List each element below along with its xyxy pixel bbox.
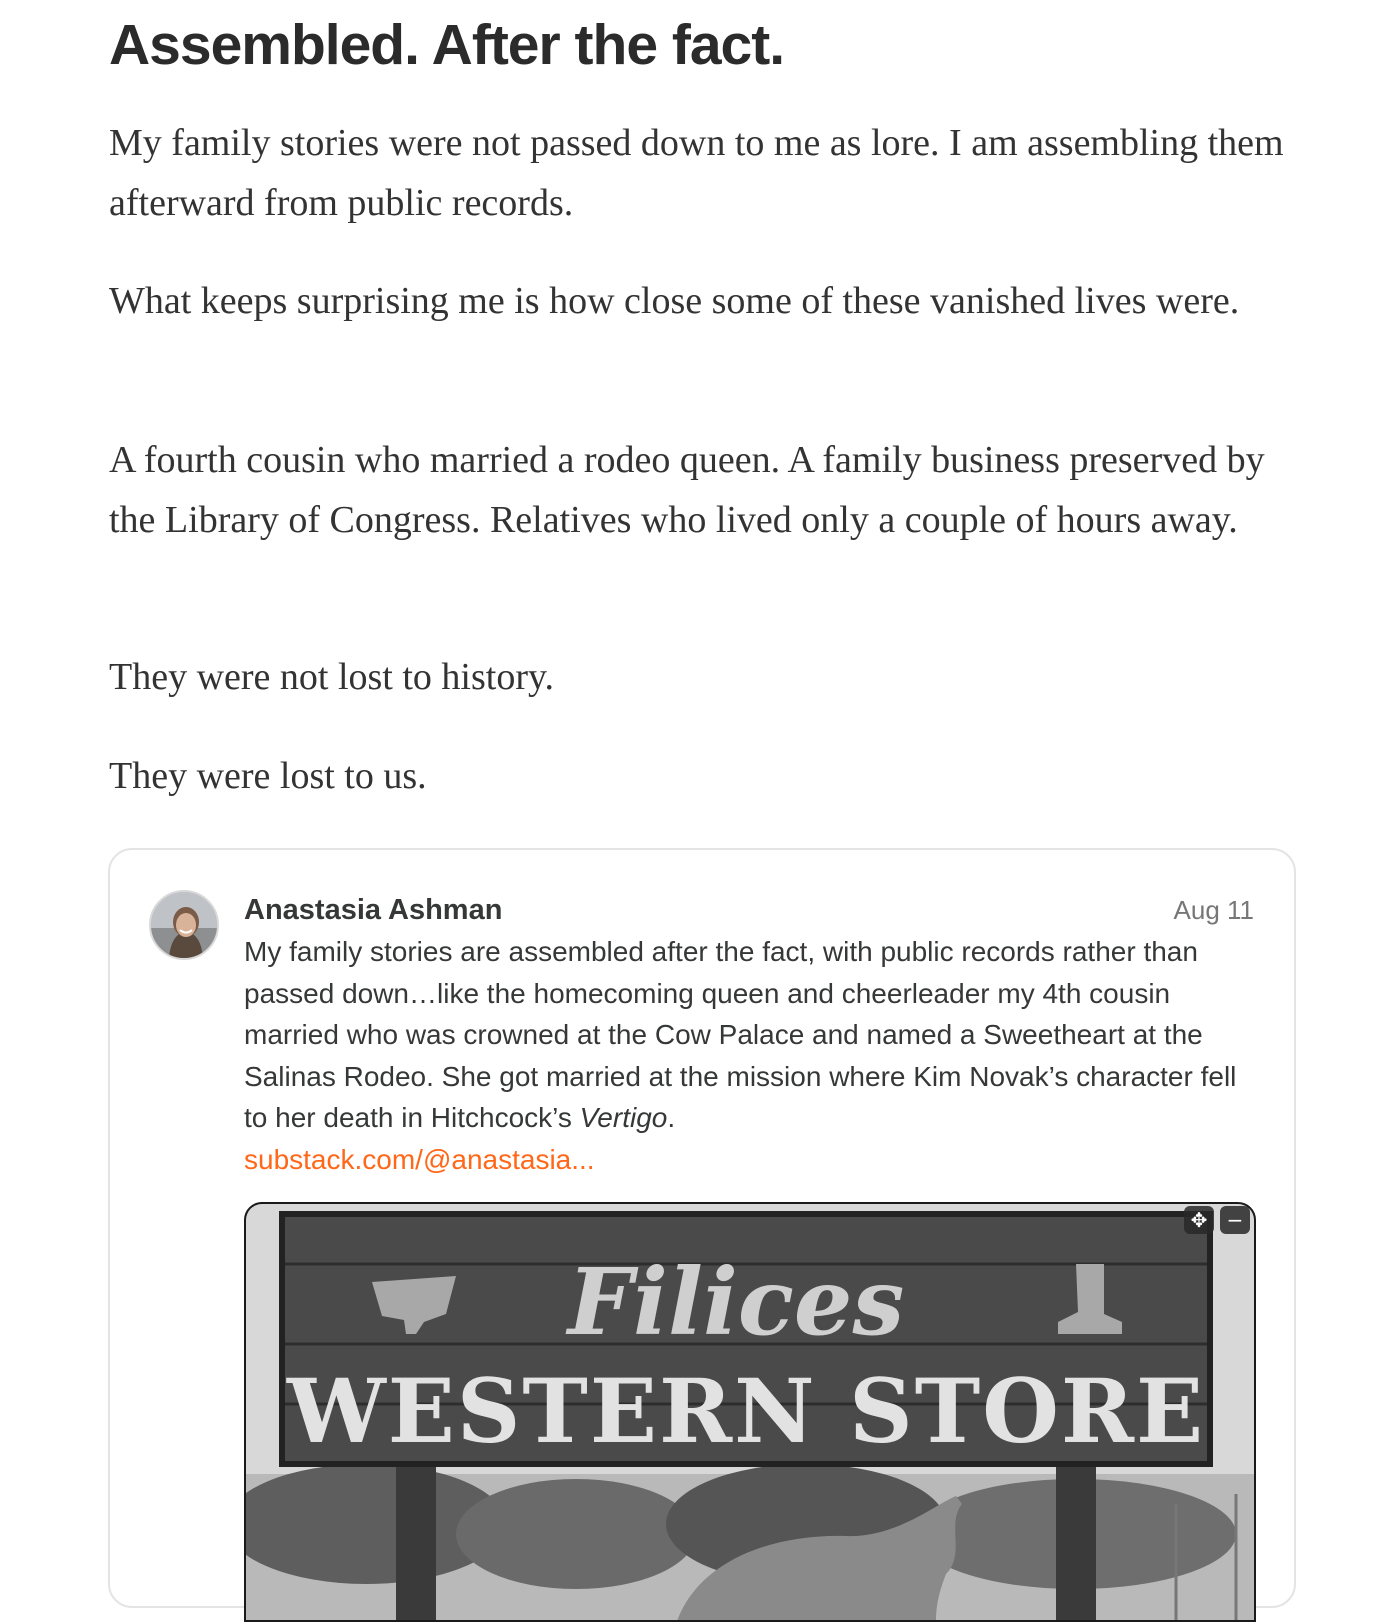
note-body: [244, 931, 1254, 1180]
note-body-italic: Vertigo: [579, 1102, 668, 1133]
minimize-icon[interactable]: −: [1220, 1206, 1250, 1234]
note-body-text: My family stories are assembled after the fact, with public records rather than passed down…like the homecoming queen and cheerleader my 4th cousin married who was crowned at the Cow Palace and named a Sweetheart at the Salinas Rodeo. She got married at the mission where Kim Novak’s character fell to her death in Hitchcock’s: [244, 936, 1237, 1133]
article-paragraph: They were not lost to history.: [109, 656, 555, 698]
note-date[interactable]: Aug 11: [1173, 895, 1254, 925]
sign-store-text: WESTERN STORE: [286, 1359, 1206, 1463]
article-paragraph: They were lost to us.: [109, 755, 427, 797]
note-body-text-end: .: [667, 1102, 676, 1133]
article-paragraph: What keeps surprising me is how close some of these vanished lives were.: [109, 280, 1240, 322]
article-paragraph: A fourth cousin who married a rodeo queen. A family business preserved by the Library of Congress. Relatives who lived only a couple of hours away.: [109, 439, 1265, 541]
western-store-sign-photo: [246, 1204, 1254, 1622]
author-avatar[interactable]: [149, 890, 219, 960]
embedded-note-card[interactable]: [108, 848, 1296, 1608]
article-paragraph: My family stories were not passed down to me as lore. I am assembling them afterward from public records.: [109, 122, 1284, 224]
avatar-portrait-icon: [151, 892, 219, 960]
note-author-name[interactable]: Anastasia Ashman: [244, 894, 503, 926]
move-icon[interactable]: ✥: [1184, 1206, 1214, 1234]
note-profile-link[interactable]: substack.com/@anastasia...: [244, 1143, 595, 1175]
sign-script-text: Filices: [567, 1248, 905, 1356]
article-heading: Assembled. After the fact.: [109, 13, 785, 77]
note-attached-image[interactable]: [244, 1202, 1256, 1622]
